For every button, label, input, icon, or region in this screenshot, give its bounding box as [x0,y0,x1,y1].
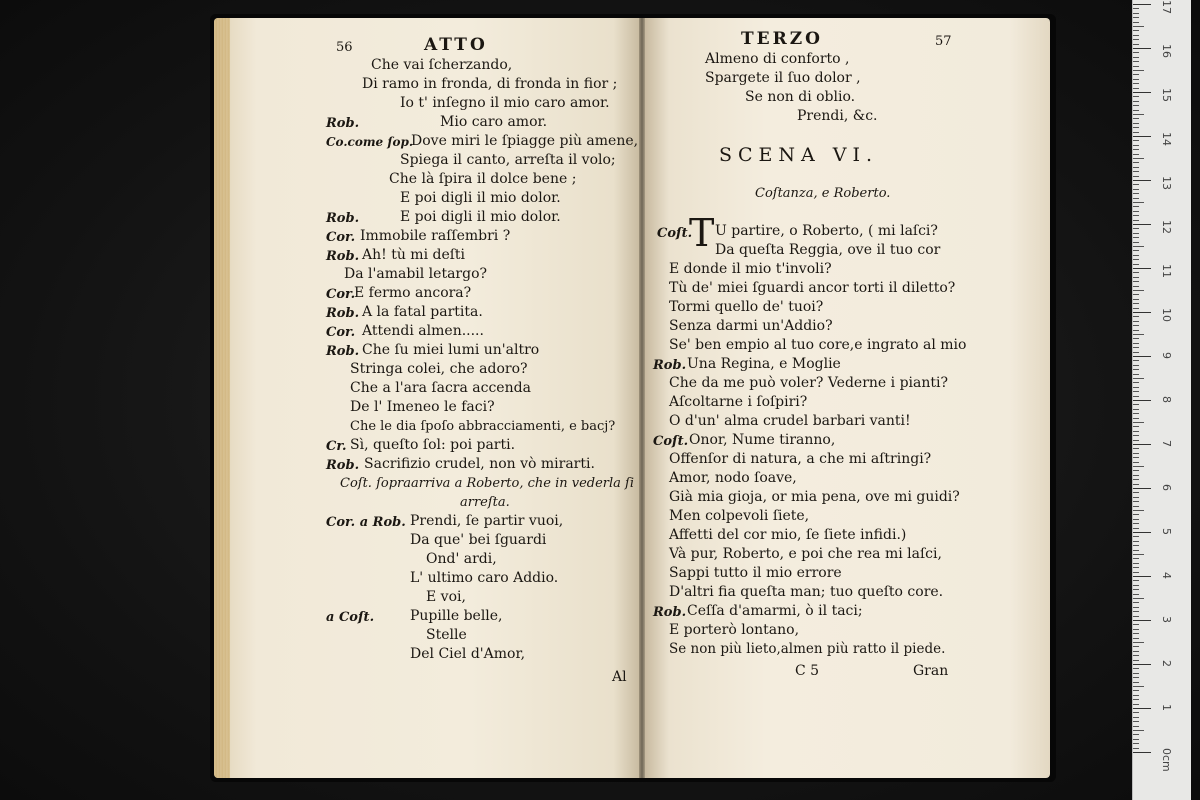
verse-line: Che a l'ara ſacra accenda [350,380,531,396]
ruler-tick [1133,272,1139,273]
verse-line: Se non di oblio. [745,89,856,105]
ruler-tick [1133,321,1139,322]
verse-line: E porterò lontano, [669,622,800,638]
ruler-tick [1133,22,1139,23]
ruler-tick [1133,431,1139,432]
ruler-tick [1133,426,1139,427]
verse-line: Se non più lieto,almen più ratto il piede. [669,641,946,657]
verse-line: Affetti del cor mio, ſe ſiete infidi.) [669,527,907,543]
ruler-tick [1133,514,1139,515]
ruler-tick [1133,26,1144,27]
speaker-label: Rob. [326,249,360,264]
ruler-tick [1133,664,1151,665]
ruler-tick [1133,382,1139,383]
ruler-tick [1133,607,1139,608]
page-number-right: 57 [935,34,952,49]
ruler-number: 5 [1160,528,1173,535]
ruler-tick [1133,475,1139,476]
ruler-tick [1133,602,1139,603]
verse-line: Da queſta Reggia, ove il tuo cor [715,242,941,258]
ruler-tick [1133,123,1139,124]
ruler-number: 17 [1160,0,1173,14]
ruler-tick [1133,220,1139,221]
ruler-number: 0cm [1160,748,1173,772]
ruler-tick [1133,541,1139,542]
ruler-tick [1133,171,1139,172]
ruler-number: 12 [1160,220,1173,234]
ruler-tick [1133,726,1139,727]
ruler-tick [1133,717,1139,718]
ruler-tick [1133,101,1139,102]
ruler-tick [1133,189,1139,190]
verse-line: Già mia gioja, or mia pena, ove mi guidi? [669,489,960,505]
stage-direction: Coſt. ſopraarriva a Roberto, che in vederla ſi [340,476,635,491]
ruler-tick [1133,268,1151,269]
ruler-tick [1133,418,1139,419]
ruler-tick [1133,233,1139,234]
ruler-number: 9 [1160,352,1173,359]
ruler-tick [1133,255,1139,256]
ruler-tick [1133,158,1144,159]
ruler-tick [1133,343,1139,344]
ruler-tick [1133,585,1139,586]
verse-line: Ceſſa d'amarmi, ò il taci; [687,603,863,619]
ruler-tick [1133,598,1144,599]
running-head-right: TERZO [741,29,823,49]
verse-line: Prendi, &c. [797,108,878,124]
ruler-tick [1133,435,1139,436]
ruler-tick [1133,206,1139,207]
ruler-tick [1133,677,1139,678]
ruler-tick [1133,704,1139,705]
ruler-tick [1133,638,1139,639]
speaker-label: Coſt. [657,226,693,241]
ruler-tick [1133,347,1139,348]
ruler-tick [1133,96,1139,97]
ruler-number: 4 [1160,572,1173,579]
ruler-tick [1133,545,1139,546]
verse-line: Ond' ardi, [426,551,497,567]
ruler-tick [1133,308,1139,309]
ruler-tick [1133,651,1139,652]
verse-line: Di ramo in fronda, di fronda in fior ; [362,76,618,92]
drop-cap: T [689,211,715,255]
ruler-tick [1133,576,1151,577]
verse-line: D'altri fia queſta man; tuo queſto core. [669,584,944,600]
ruler-tick [1133,594,1139,595]
ruler-tick [1133,391,1139,392]
scene-heading: SCENA VI. [719,144,879,166]
ruler-tick [1133,356,1151,357]
ruler-tick [1133,396,1139,397]
ruler-tick [1133,422,1144,423]
ruler-tick [1133,228,1139,229]
ruler-tick [1133,17,1139,18]
speaker-label: Cor. a Rob. [326,515,406,530]
ruler-tick [1133,510,1144,511]
ruler-tick [1133,334,1144,335]
ruler-tick [1133,66,1139,67]
verse-line: Immobile raſſembri ? [360,228,511,244]
verse-line: L' ultimo caro Addio. [410,570,559,586]
ruler-tick [1133,497,1139,498]
ruler-tick [1133,479,1139,480]
verse-line: Stelle [426,627,467,643]
ruler-tick [1133,13,1139,14]
ruler-tick [1133,167,1139,168]
ruler-tick [1133,8,1139,9]
ruler-tick [1133,44,1139,45]
ruler-tick [1133,105,1139,106]
ruler-tick [1133,35,1139,36]
ruler-tick [1133,404,1139,405]
ruler-tick [1133,413,1139,414]
verse-line: Spiega il canto, arreſta il volo; [400,152,616,168]
ruler-number: 11 [1160,264,1173,278]
ruler-tick [1133,193,1139,194]
ruler-tick [1133,352,1139,353]
ruler-tick [1133,127,1139,128]
ruler-tick [1133,136,1151,137]
ruler-tick [1133,52,1139,53]
speaker-label: Rob. [326,344,360,359]
speaker-label: Cor. [326,325,356,340]
ruler-tick [1133,686,1144,687]
ruler-tick [1133,695,1139,696]
verse-line: Mio caro amor. [440,114,548,130]
ruler-tick [1133,330,1139,331]
ruler-tick [1133,453,1139,454]
ruler-tick [1133,506,1139,507]
verse-line: Una Regina, e Moglie [687,356,841,372]
ruler-tick [1133,611,1139,612]
speaker-label: Rob. [326,306,360,321]
ruler-tick [1133,457,1139,458]
ruler-tick [1133,176,1139,177]
verse-line: Men colpevoli ſiete, [669,508,810,524]
ruler-tick [1133,79,1139,80]
ruler-number: 16 [1160,44,1173,58]
left-page [214,18,639,778]
stage-direction: arreſta. [460,495,510,510]
verse-line: Io t' inſegno il mio caro amor. [400,95,610,111]
ruler-tick [1133,365,1139,366]
ruler-tick [1133,132,1139,133]
ruler-tick [1133,448,1139,449]
verse-line: E poi digli il mio dolor. [400,209,561,225]
ruler-tick [1133,708,1151,709]
ruler-tick [1133,242,1139,243]
ruler-tick [1133,748,1139,749]
verse-line: Onor, Nume tiranno, [689,432,836,448]
ruler-number: 8 [1160,396,1173,403]
ruler-tick [1133,224,1151,225]
measuring-ruler [1132,0,1191,800]
ruler-tick [1133,4,1151,5]
ruler-number: 14 [1160,132,1173,146]
ruler-tick [1133,215,1139,216]
ruler-tick [1133,250,1139,251]
page-edge-gilt [214,18,230,778]
right-page [645,18,1050,778]
ruler-tick [1133,558,1139,559]
verse-line: Amor, nodo ſoave, [669,470,797,486]
ruler-tick [1133,440,1139,441]
ruler-number: 1 [1160,704,1173,711]
ruler-tick [1133,149,1139,150]
ruler-tick [1133,114,1144,115]
verse-line: E voi, [426,589,466,605]
ruler-tick [1133,48,1151,49]
speaker-label: Coſt. [653,434,689,449]
verse-line: Attendi almen..... [362,323,484,339]
verse-line: Sì, queſto ſol: poi parti. [350,437,516,453]
ruler-tick [1133,360,1139,361]
ruler-tick [1133,660,1139,661]
character-list: Coſtanza, e Roberto. [755,186,891,201]
ruler-tick [1133,739,1139,740]
verse-line: Stringa colei, che adoro? [350,361,528,377]
verse-line: O d'un' alma crudel barbari vanti! [669,413,911,429]
ruler-tick [1133,277,1139,278]
verse-line: Che le dia ſpoſo abbracciamenti, e bacj? [350,419,616,434]
ruler-tick [1133,721,1139,722]
catchword-left: Al [612,669,627,685]
verse-line: Sacrifizio crudel, non vò mirarti. [364,456,595,472]
verse-line: Prendi, ſe partir vuoi, [410,513,564,529]
ruler-tick [1133,294,1139,295]
ruler-tick [1133,488,1151,489]
ruler-number: 10 [1160,308,1173,322]
ruler-tick [1133,369,1139,370]
ruler-tick [1133,154,1139,155]
ruler-tick [1133,281,1139,282]
ruler-tick [1133,290,1144,291]
ruler-tick [1133,237,1139,238]
ruler-tick [1133,286,1139,287]
ruler-tick [1133,550,1139,551]
ruler-tick [1133,589,1139,590]
ruler-tick [1133,523,1139,524]
speaker-label: Cor. [326,230,356,245]
ruler-tick [1133,633,1139,634]
ruler-tick [1133,325,1139,326]
verse-line: Se' ben empio al tuo core,e ingrato al mio [669,337,967,353]
verse-line: Tù de' miei ſguardi ancor torti il diletto? [669,280,956,296]
ruler-tick [1133,61,1139,62]
ruler-tick [1133,655,1139,656]
verse-line: Che là ſpira il dolce bene ; [389,171,577,187]
ruler-tick [1133,338,1139,339]
ruler-tick [1133,162,1139,163]
ruler-tick [1133,211,1139,212]
ruler-tick [1133,299,1139,300]
ruler-tick [1133,30,1139,31]
ruler-tick [1133,752,1151,753]
ruler-number: 6 [1160,484,1173,491]
ruler-tick [1133,92,1151,93]
ruler-tick [1133,378,1144,379]
ruler-tick [1133,39,1139,40]
ruler-tick [1133,580,1139,581]
ruler-number: 15 [1160,88,1173,102]
ruler-number: 13 [1160,176,1173,190]
ruler-tick [1133,110,1139,111]
verse-line: Spargete il ſuo dolor , [705,70,861,86]
ruler-tick [1133,699,1139,700]
ruler-tick [1133,264,1139,265]
speaker-label: Cr. [326,439,347,454]
speaker-label: Rob. [326,458,360,473]
ruler-tick [1133,629,1139,630]
ruler-tick [1133,690,1139,691]
verse-line: Che vai ſcherzando, [371,57,513,73]
ruler-tick [1133,563,1139,564]
ruler-tick [1133,88,1139,89]
ruler-tick [1133,484,1139,485]
ruler-tick [1133,303,1139,304]
ruler-tick [1133,682,1139,683]
ruler-tick [1133,184,1139,185]
ruler-tick [1133,470,1139,471]
ruler-tick [1133,554,1144,555]
ruler-tick [1133,466,1144,467]
verse-line: De l' Imeneo le faci? [350,399,495,415]
speaker-label: Rob. [653,358,687,373]
ruler-tick [1133,118,1139,119]
catchword-right: Gran [913,663,949,679]
ruler-tick [1133,734,1139,735]
ruler-tick [1133,492,1139,493]
ruler-number: 2 [1160,660,1173,667]
ruler-tick [1133,444,1151,445]
verse-line: Tormi quello de' tuoi? [669,299,824,315]
ruler-tick [1133,673,1139,674]
ruler-tick [1133,642,1144,643]
ruler-tick [1133,532,1151,533]
speaker-label: Rob. [326,211,360,226]
ruler-tick [1133,180,1151,181]
speaker-label: a Coſt. [326,610,375,625]
ruler-tick [1133,567,1139,568]
page-number-left: 56 [336,40,353,55]
ruler-number: 7 [1160,440,1173,447]
ruler-tick [1133,259,1139,260]
verse-line: Che da me può voler? Vederne i pianti? [669,375,948,391]
ruler-number: 3 [1160,616,1173,623]
ruler-tick [1133,668,1139,669]
speaker-label: Cor. [326,287,356,302]
verse-line: Da l'amabil letargo? [344,266,488,282]
ruler-tick [1133,646,1139,647]
running-head-left: ATTO [424,35,488,55]
ruler-tick [1133,519,1139,520]
verse-line: Almeno di conforto , [705,51,850,67]
verse-line: Aſcoltarne i ſoſpiri? [669,394,808,410]
ruler-tick [1133,74,1139,75]
verse-line: E fermo ancora? [354,285,472,301]
verse-line: Ah! tù mi deſti [362,247,466,263]
ruler-tick [1133,528,1139,529]
verse-line: A la fatal partita. [362,304,483,320]
ruler-tick [1133,743,1139,744]
ruler-tick [1133,409,1139,410]
verse-line: Del Ciel d'Amor, [410,646,526,662]
ruler-tick [1133,387,1139,388]
ruler-tick [1133,536,1139,537]
verse-line: E poi digli il mio dolor. [400,190,561,206]
ruler-tick [1133,57,1139,58]
ruler-tick [1133,374,1139,375]
ruler-tick [1133,620,1151,621]
speaker-label: Rob. [326,116,360,131]
verse-line: E donde il mio t'involi? [669,261,832,277]
speaker-label: Rob. [653,605,687,620]
verse-line: U partire, o Roberto, ( mi laſci? [715,223,938,239]
verse-line: Che ſu miei lumi un'altro [362,342,540,358]
ruler-tick [1133,246,1144,247]
ruler-tick [1133,83,1139,84]
ruler-tick [1133,70,1144,71]
ruler-tick [1133,198,1139,199]
ruler-tick [1133,624,1139,625]
ruler-tick [1133,145,1139,146]
ruler-tick [1133,140,1139,141]
speaker-label: Co.come ſop. [326,135,414,149]
verse-line: Senza darmi un'Addio? [669,318,833,334]
signature-mark: C 5 [795,663,820,679]
ruler-tick [1133,712,1139,713]
ruler-tick [1133,316,1139,317]
ruler-tick [1133,730,1144,731]
verse-line: Và pur, Roberto, e poi che rea mi laſci, [669,546,942,562]
ruler-tick [1133,202,1144,203]
ruler-tick [1133,400,1151,401]
ruler-tick [1133,312,1151,313]
ruler-tick [1133,616,1139,617]
ruler-tick [1133,572,1139,573]
verse-line: Sappi tutto il mio errore [669,565,842,581]
verse-line: Offenſor di natura, a che mi aſtringi? [669,451,932,467]
verse-line: Da que' bei ſguardi [410,532,547,548]
verse-line: Dove miri le ſpiagge più amene, [411,133,639,149]
ruler-tick [1133,462,1139,463]
open-book [214,18,1050,778]
ruler-tick [1133,501,1139,502]
verse-line: Pupille belle, [410,608,503,624]
